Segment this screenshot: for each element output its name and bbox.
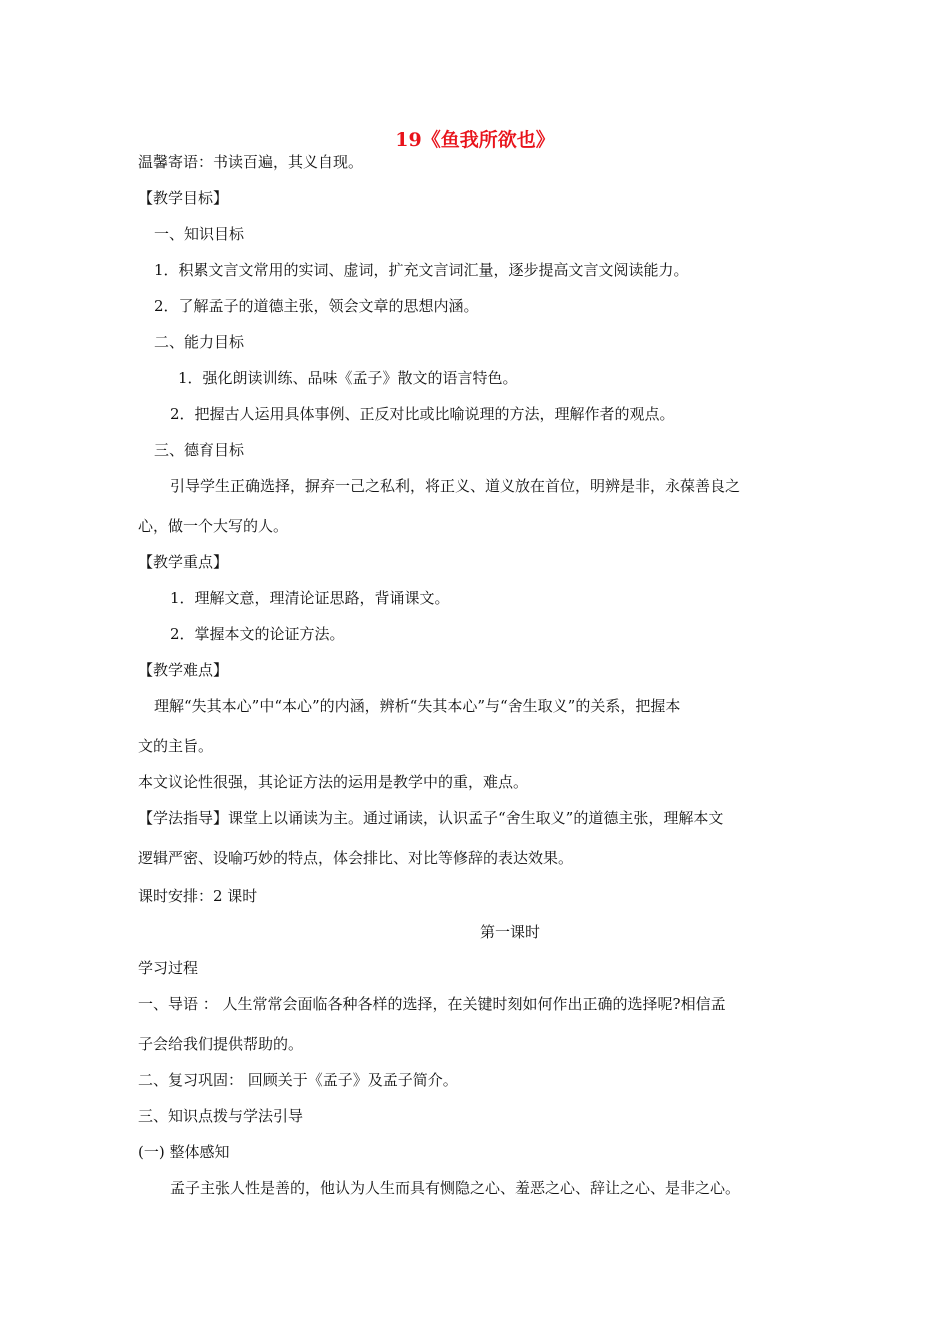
ability-goal-1: 1．强化朗读训练、品味《孟子》散文的语言特色。	[178, 369, 518, 387]
document-title: 19《鱼我所欲也》	[395, 129, 555, 151]
difficulty-text-line-2: 文的主旨。	[138, 737, 214, 755]
moral-goal-heading: 三、德育目标	[154, 441, 245, 459]
schedule: 课时安排：2 课时	[138, 887, 258, 905]
overall-perception-text: 孟子主张人性是善的，他认为人生而具有恻隐之心、羞恶之心、辞让之心、是非之心。	[170, 1179, 741, 1197]
knowledge-point-line: 三、知识点拨与学法引导	[138, 1107, 304, 1125]
key-point-1: 1．理解文意，理清论证思路，背诵课文。	[170, 589, 450, 607]
moral-goal-text-line-2: 心，做一个大写的人。	[138, 517, 289, 535]
difficulty-heading: 【教学难点】	[138, 661, 229, 679]
overall-perception-heading: (一) 整体感知	[138, 1143, 230, 1161]
knowledge-goal-1: 1．积累文言文常用的实词、虚词，扩充文言词汇量，逐步提高文言文阅读能力。	[154, 261, 689, 279]
study-method-line-2: 逻辑严密、设喻巧妙的特点，体会排比、对比等修辞的表达效果。	[138, 849, 574, 867]
lesson-heading: 第一课时	[479, 923, 540, 941]
intro-line-1: 一、导语 ： 人生常常会面临各种各样的选择，在关键时刻如何作出正确的选择呢?相信孟	[138, 995, 726, 1013]
knowledge-goal-2: 2．了解孟子的道德主张，领会文章的思想内涵。	[154, 297, 479, 315]
ability-goal-heading: 二、能力目标	[154, 333, 245, 351]
key-point-2: 2．掌握本文的论证方法。	[170, 625, 345, 643]
study-method-line-1: 【学法指导】课堂上以诵读为主。通过诵读，认识孟子“舍生取义”的道德主张，理解本文	[138, 809, 724, 827]
motto: 温馨寄语：书读百遍，其义自现。	[138, 153, 364, 171]
knowledge-goal-heading: 一、知识目标	[154, 225, 245, 243]
review-line: 二、复习巩固： 回顾关于《孟子》及孟子简介。	[138, 1071, 458, 1089]
moral-goal-text-line-1: 引导学生正确选择，摒弃一己之私利，将正义、道义放在首位，明辨是非，永葆善良之	[170, 477, 741, 495]
ability-goal-2: 2．把握古人运用具体事例、正反对比或比喻说理的方法，理解作者的观点。	[170, 405, 675, 423]
intro-line-2: 子会给我们提供帮助的。	[138, 1035, 304, 1053]
difficulty-text-line-3: 本文议论性很强，其论证方法的运用是教学中的重，难点。	[138, 773, 529, 791]
process-heading: 学习过程	[138, 959, 199, 977]
key-points-heading: 【教学重点】	[138, 553, 229, 571]
goals-heading: 【教学目标】	[138, 189, 229, 207]
difficulty-text-line-1: 理解“失其本心”中“本心”的内涵，辨析“失其本心”与“舍生取义”的关系，把握本	[154, 697, 681, 715]
